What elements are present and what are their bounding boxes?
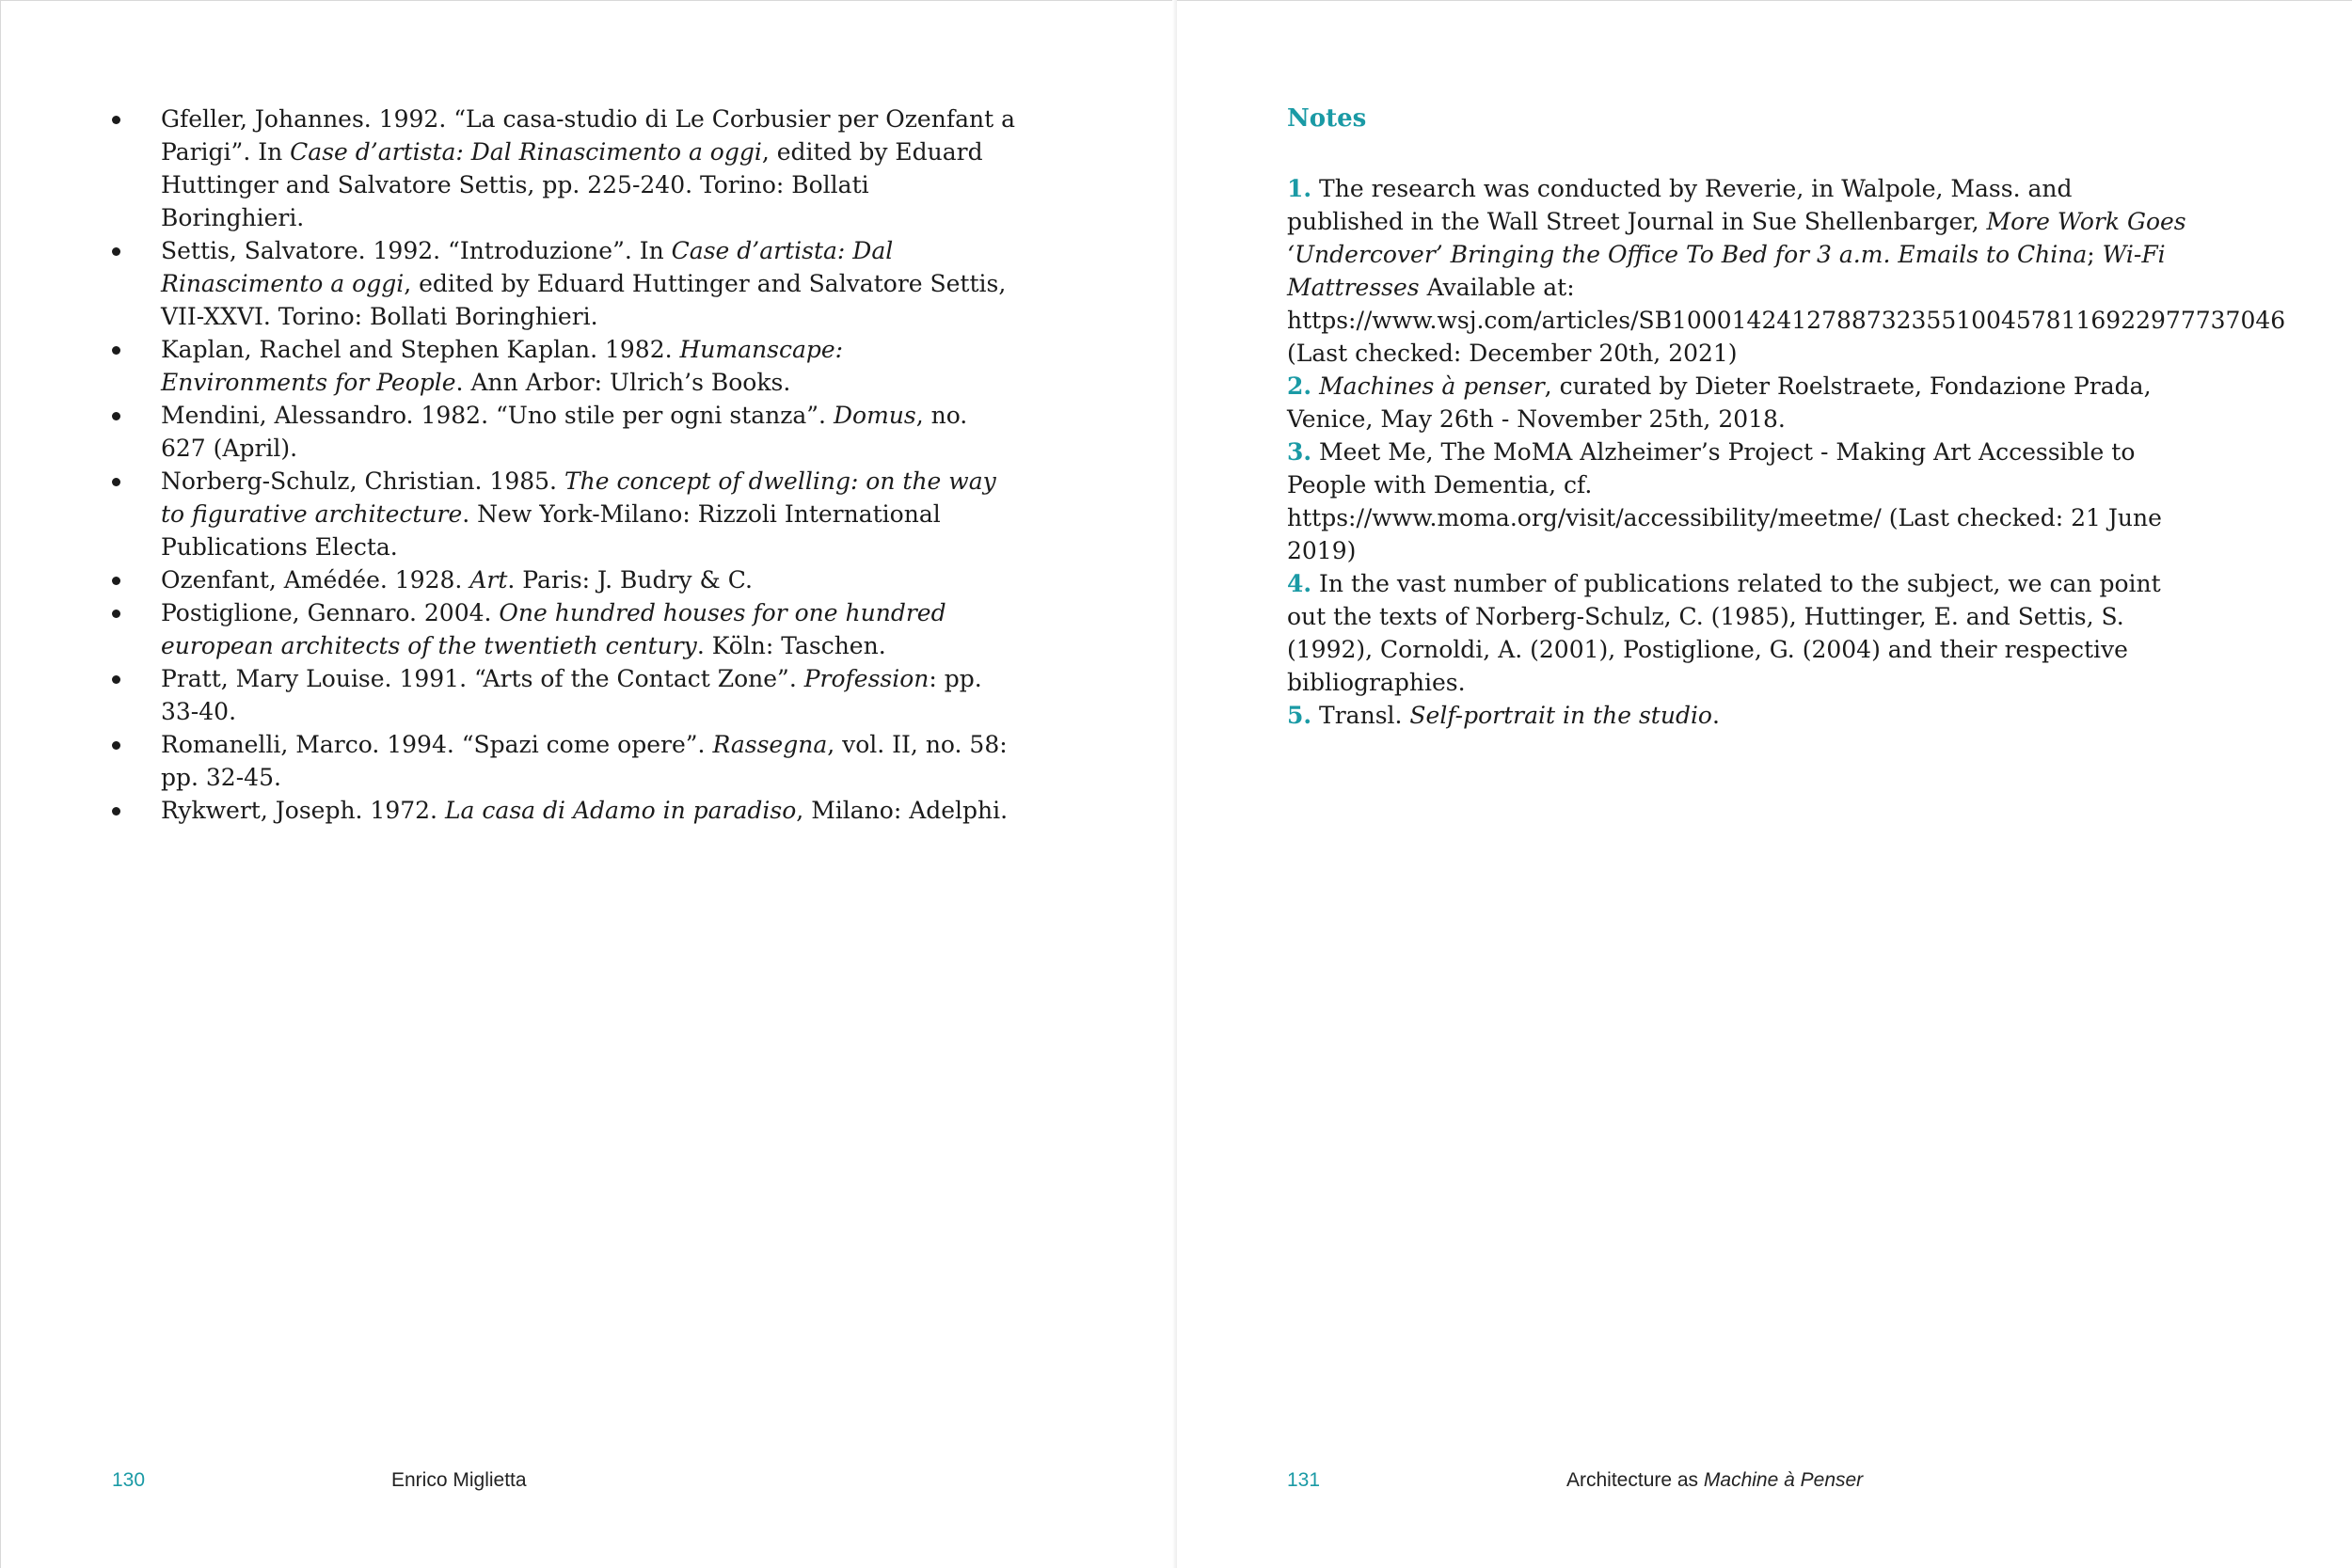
text-run: , Milano: Adelphi. — [796, 797, 1009, 824]
note-item — [1287, 699, 2190, 732]
text-run: Available at: https://www.wsj.com/articles/SB10001424127887323551004578116922977737046 (Last checked: December 20th, 2021) — [1287, 274, 2286, 367]
bullet-icon — [112, 346, 120, 355]
running-author: Enrico Miglietta — [391, 1469, 527, 1491]
bullet-icon — [112, 577, 120, 585]
bullet-icon — [112, 610, 120, 618]
text-run: The research was conducted by Reverie, in Walpole, Mass. and published in the Wall Street Journal in Sue Shellenbarger, — [1287, 175, 2073, 235]
text-run: . Paris: J. Budry & C. — [507, 566, 753, 594]
bibliography-entry — [112, 103, 1015, 234]
text-run: Norberg-Schulz, Christian. 1985. — [161, 467, 564, 495]
italic-text: Domus — [833, 402, 916, 429]
text-run: Rykwert, Joseph. 1972. — [161, 797, 445, 824]
right-page — [1177, 0, 2352, 1568]
notes-heading: Notes — [1287, 104, 1367, 133]
text-run: Gfeller, Johannes. 1992. “La casa-studio di Le Corbusier per Ozenfant a Parigi”. In — [161, 105, 1015, 166]
text-run: Ozenfant, Amédée. 1928. — [161, 566, 470, 594]
text-run: . Köln: Taschen. — [696, 632, 886, 659]
page-number-left: 130 — [112, 1469, 146, 1491]
text-run: Settis, Salvatore. 1992. “Introduzione”. In — [161, 237, 672, 264]
note-item — [1287, 172, 2286, 370]
bibliography-entry — [112, 728, 1015, 794]
text-run: Kaplan, Rachel and Stephen Kaplan. 1982. — [161, 336, 680, 363]
bibliography-entry — [112, 234, 1015, 333]
italic-text: Rassegna — [712, 731, 828, 758]
bullet-icon — [112, 741, 120, 750]
note-item — [1287, 436, 2190, 567]
note-number: 5. — [1287, 702, 1312, 729]
italic-text: Profession — [803, 665, 930, 692]
text-run: In the vast number of publications related to the subject, we can point out the texts of Norberg-Schulz, C. (1985), Huttinger, E. and Settis, S. (1992), Cornoldi, A. (2001), Postiglione, G. (2004) and their respective bibliographies. — [1287, 570, 2161, 696]
text-run: , edited by Eduard Huttinger and Salvatore Settis, VII-XXVI. Torino: Bollati Boringhieri. — [161, 270, 1007, 330]
note-number: 1. — [1287, 175, 1312, 202]
running-title-prefix: Architecture as — [1566, 1469, 1704, 1491]
text-run: Postiglione, Gennaro. 2004. — [161, 599, 500, 626]
text-run — [1311, 372, 1319, 400]
bibliography-entry — [112, 794, 1015, 827]
page-number-right: 131 — [1287, 1469, 1321, 1491]
text-run: , vol. II, no. 58: pp. 32-45. — [161, 731, 1008, 791]
italic-text: Art — [469, 566, 508, 594]
note-number: 3. — [1287, 438, 1312, 466]
running-title-italic: Machine à Penser — [1703, 1469, 1864, 1491]
note-item — [1287, 567, 2190, 699]
italic-text: The concept of dwelling: on the way to figurative architecture — [161, 467, 996, 528]
bibliography-entry — [112, 465, 1015, 563]
text-run: , curated by Dieter Roelstraete, Fondazione Prada, Venice, May 26th - November 25th, 2018. — [1287, 372, 2152, 433]
text-run: : pp. 33-40. — [161, 665, 982, 725]
bibliography-entry — [112, 563, 1015, 596]
italic-text: Case d’artista: Dal Rinascimento a oggi — [161, 237, 894, 297]
italic-text: One hundred houses for one hundred european architects of the twentieth century — [161, 599, 946, 659]
text-run: . New York-Milano: Rizzoli International Publications Electa. — [161, 500, 941, 561]
text-run: Mendini, Alessandro. 1982. “Uno stile per ogni stanza”. — [161, 402, 834, 429]
bullet-icon — [112, 247, 120, 256]
bullet-icon — [112, 675, 120, 684]
bibliography-entry — [112, 399, 1015, 465]
note-number: 2. — [1287, 372, 1312, 400]
notes-list — [1287, 172, 2286, 732]
bibliography-list — [112, 103, 1015, 827]
italic-text: Self-portrait in the studio — [1409, 702, 1712, 729]
text-run: Pratt, Mary Louise. 1991. “Arts of the Contact Zone”. — [161, 665, 804, 692]
text-run: , edited by Eduard Huttinger and Salvatore Settis, pp. 225-240. Torino: Bollati Boringhieri. — [161, 138, 983, 231]
bullet-icon — [112, 412, 120, 420]
bibliography-entry — [112, 596, 1015, 662]
text-run: , no. 627 (April). — [161, 402, 968, 462]
bullet-icon — [112, 116, 120, 124]
note-item — [1287, 370, 2190, 436]
text-run: Meet Me, The MoMA Alzheimer’s Project - Making Art Accessible to People with Dementia, cf. https://www.moma.org/visit/accessibility/meetme/ (Last checked: 21 June 2019) — [1287, 438, 2162, 564]
italic-text: Wi-Fi Mattresses — [1287, 241, 2166, 301]
text-run: Transl. — [1311, 702, 1410, 729]
running-title — [1566, 1468, 1863, 1493]
text-run: . Ann Arbor: Ulrich’s Books. — [455, 369, 791, 396]
text-run: ; — [2087, 241, 2103, 268]
italic-text: La casa di Adamo in paradiso — [444, 797, 797, 824]
italic-text: More Work Goes ‘Undercover’ Bringing the Office To Bed for 3 a.m. Emails to China — [1287, 208, 2186, 268]
italic-text: Machines à penser — [1319, 372, 1545, 400]
bullet-icon — [112, 807, 120, 816]
note-number: 4. — [1287, 570, 1312, 597]
bibliography-entry — [112, 662, 1015, 728]
bibliography-entry — [112, 333, 1015, 399]
bullet-icon — [112, 478, 120, 486]
text-run: Romanelli, Marco. 1994. “Spazi come opere”. — [161, 731, 713, 758]
italic-text: Case d’artista: Dal Rinascimento a oggi — [290, 138, 762, 166]
italic-text: Humanscape: Environments for People — [161, 336, 844, 396]
text-run: . — [1712, 702, 1720, 729]
